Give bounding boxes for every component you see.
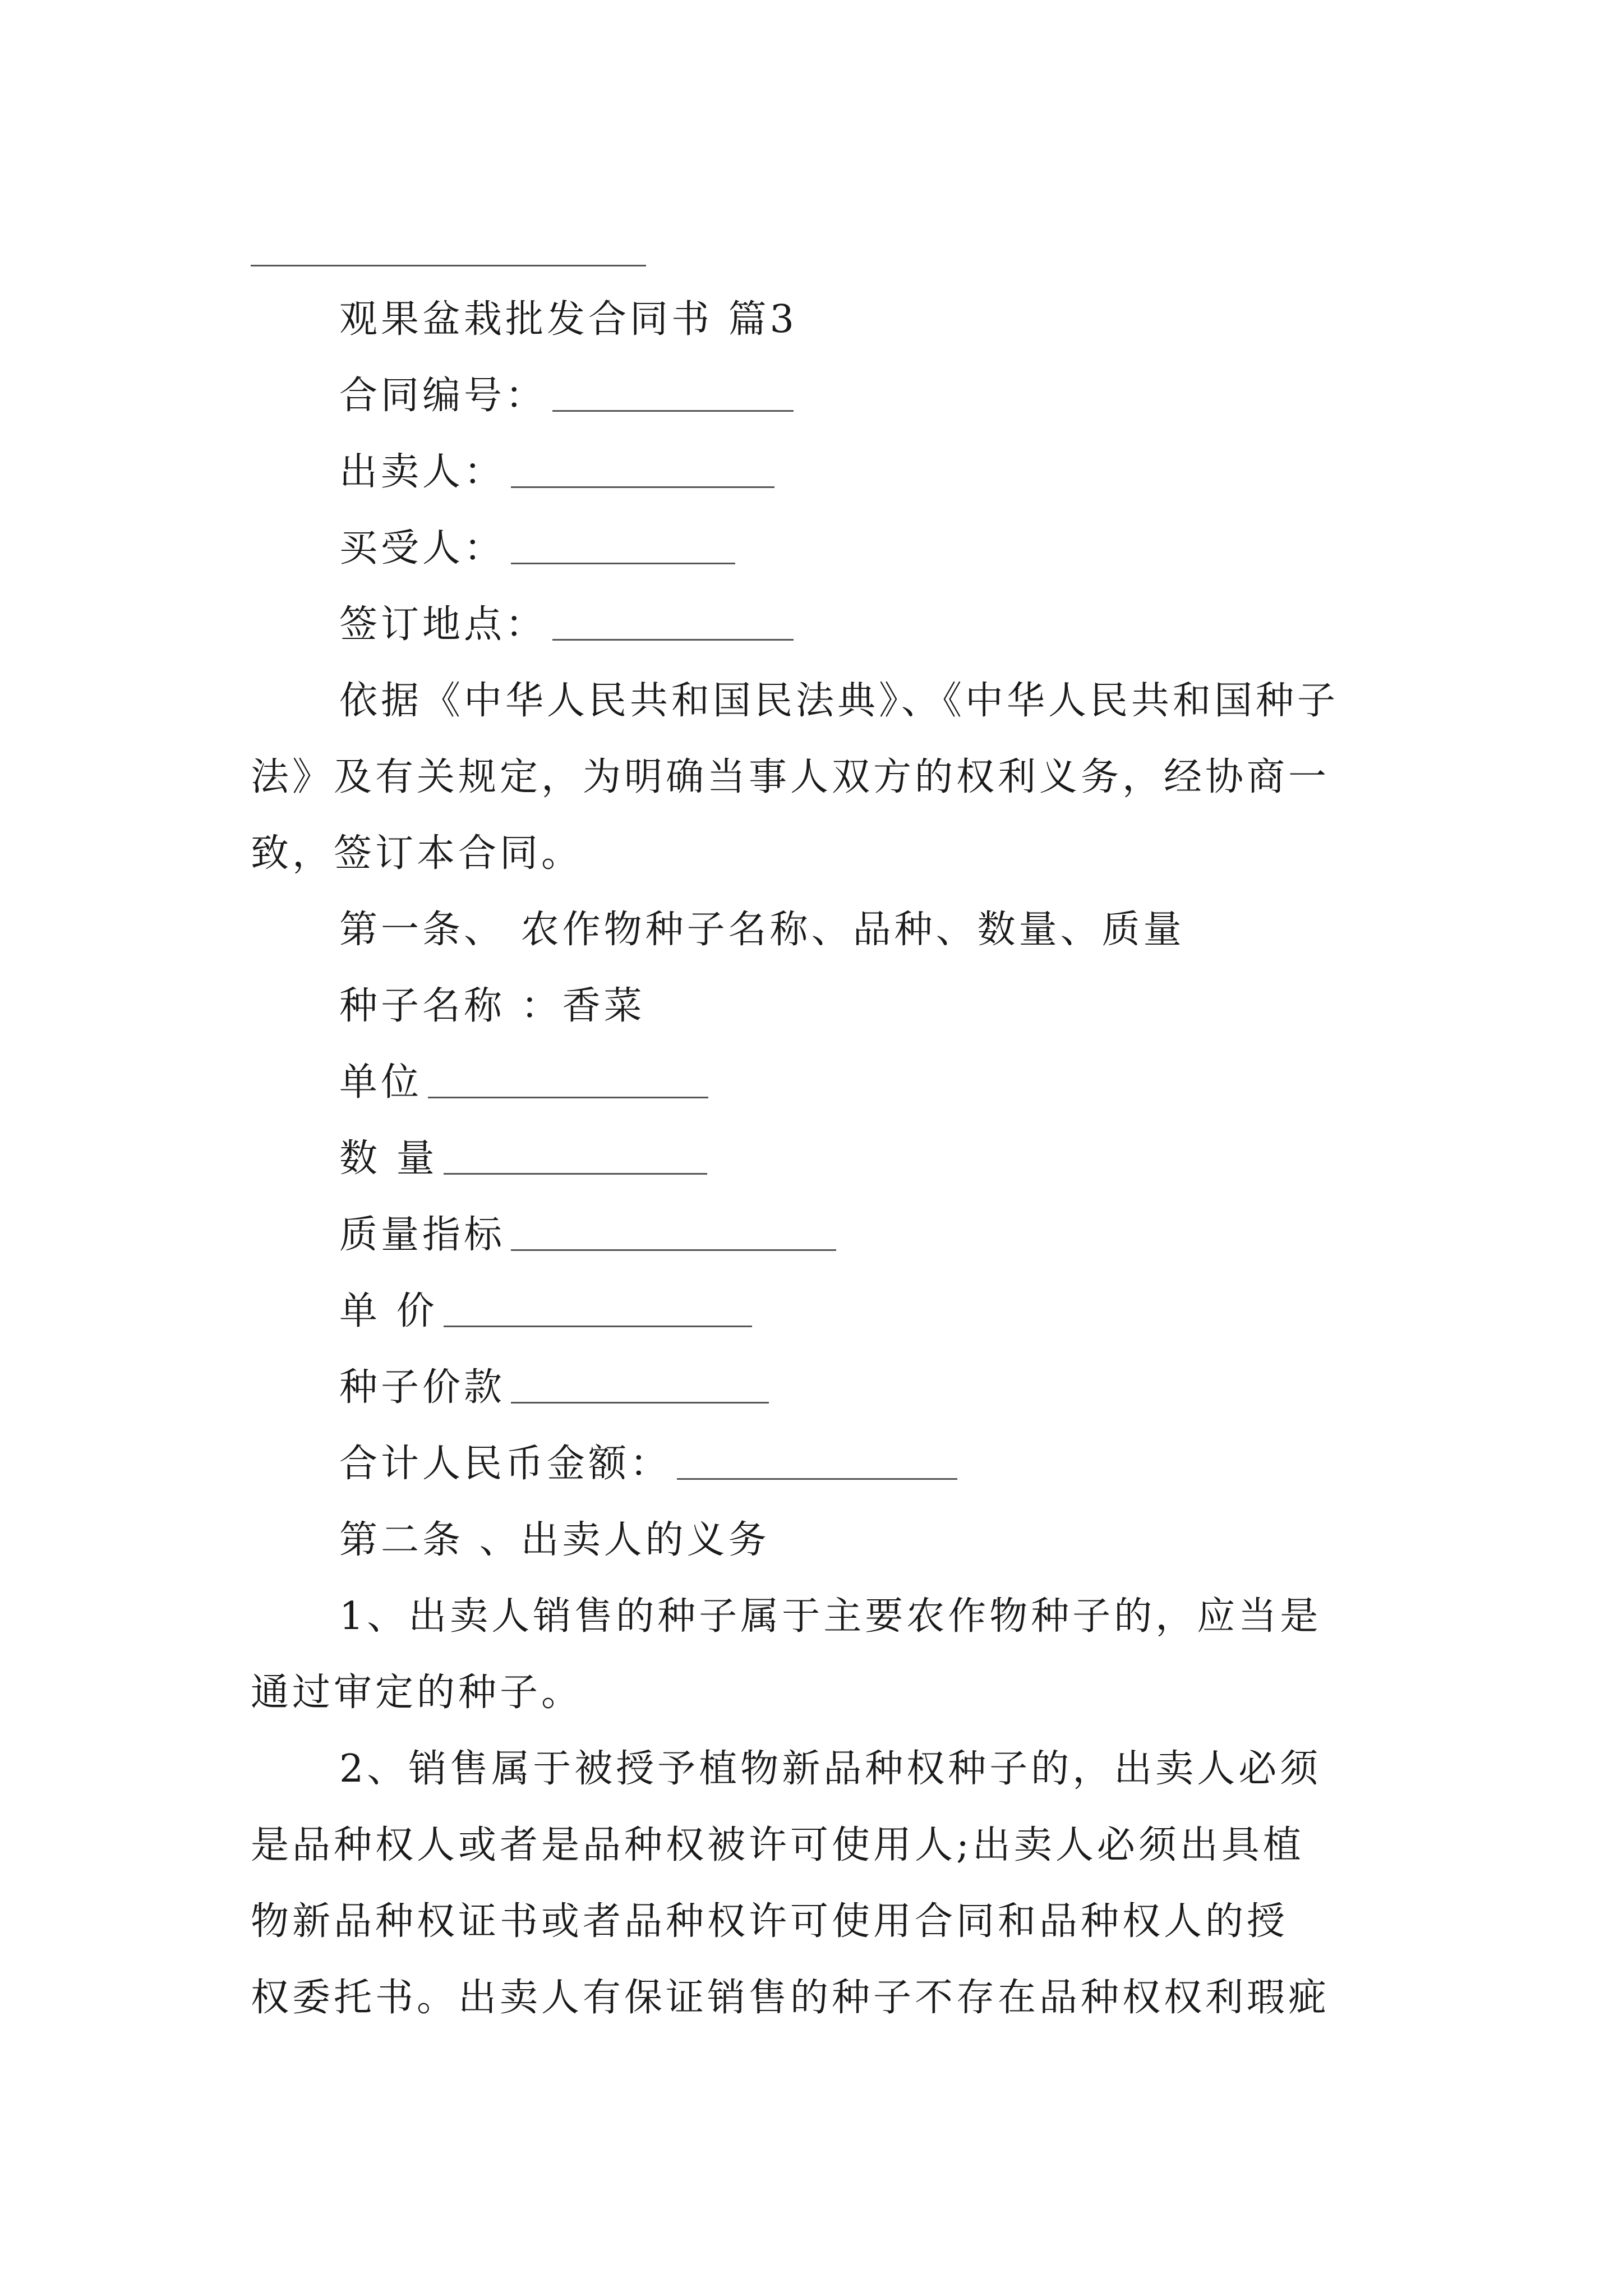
- seed-payment-field: 种子价款: [339, 1364, 1394, 1411]
- article2-heading: 第二条 、出卖人的义务: [339, 1518, 770, 1562]
- document-title: 观果盆栽批发合同书 篇3: [339, 297, 797, 342]
- fill-blank: [511, 484, 774, 488]
- intro-line-2: 法》及有关规定，为明确当事人双方的权利义务，经协商一: [251, 755, 1330, 799]
- signing-place-field: 签订地点：: [339, 601, 1394, 648]
- intro-line-1: 依据《中华人民共和国民法典》、《中华人民共和国种子: [339, 679, 1339, 723]
- article2-item1-line1: 1、出卖人销售的种子属于主要农作物种子的，应当是: [339, 1594, 1322, 1639]
- article1-heading: 第一条、 农作物种子名称、品种、数量、质量: [339, 908, 1185, 952]
- intro-line-3: 致，签订本合同。: [251, 831, 583, 876]
- unit-field: 单位: [339, 1059, 1394, 1106]
- fill-blank: [444, 1323, 752, 1327]
- fill-blank: [444, 1171, 707, 1175]
- fill-blank: [511, 560, 735, 564]
- fill-blank: [552, 637, 794, 641]
- article2-item2-line4: 权委托书。出卖人有保证销售的种子不存在品种权权利瑕疵: [251, 1976, 1330, 2020]
- buyer-field: 买受人：: [339, 525, 1394, 572]
- article2-item1-line2: 通过审定的种子。: [251, 1671, 583, 1715]
- seller-field: 出卖人：: [339, 449, 1394, 496]
- total-amount-field: 合计人民币金额：: [339, 1441, 1394, 1488]
- fill-blank: [677, 1476, 957, 1480]
- article2-item2-line3: 物新品种权证书或者品种权许可使用合同和品种权人的授: [251, 1899, 1289, 1944]
- quality-field: 质量指标: [339, 1212, 1394, 1259]
- header-divider: [251, 265, 646, 266]
- contract-number-field: 合同编号：: [339, 372, 1394, 420]
- unit-price-field: 单 价: [339, 1288, 1394, 1335]
- article2-item2-line2: 是品种权人或者是品种权被许可使用人;出卖人必须出具植: [251, 1823, 1304, 1867]
- quantity-field: 数 量: [339, 1135, 1394, 1182]
- fill-blank: [511, 1400, 769, 1404]
- fill-blank: [428, 1094, 708, 1098]
- article2-item2-line1: 2、销售属于被授予植物新品种权种子的，出卖人必须: [339, 1747, 1322, 1791]
- fill-blank: [552, 408, 794, 412]
- seed-name: 种子名称 ：香菜: [339, 984, 645, 1028]
- fill-blank: [511, 1247, 836, 1251]
